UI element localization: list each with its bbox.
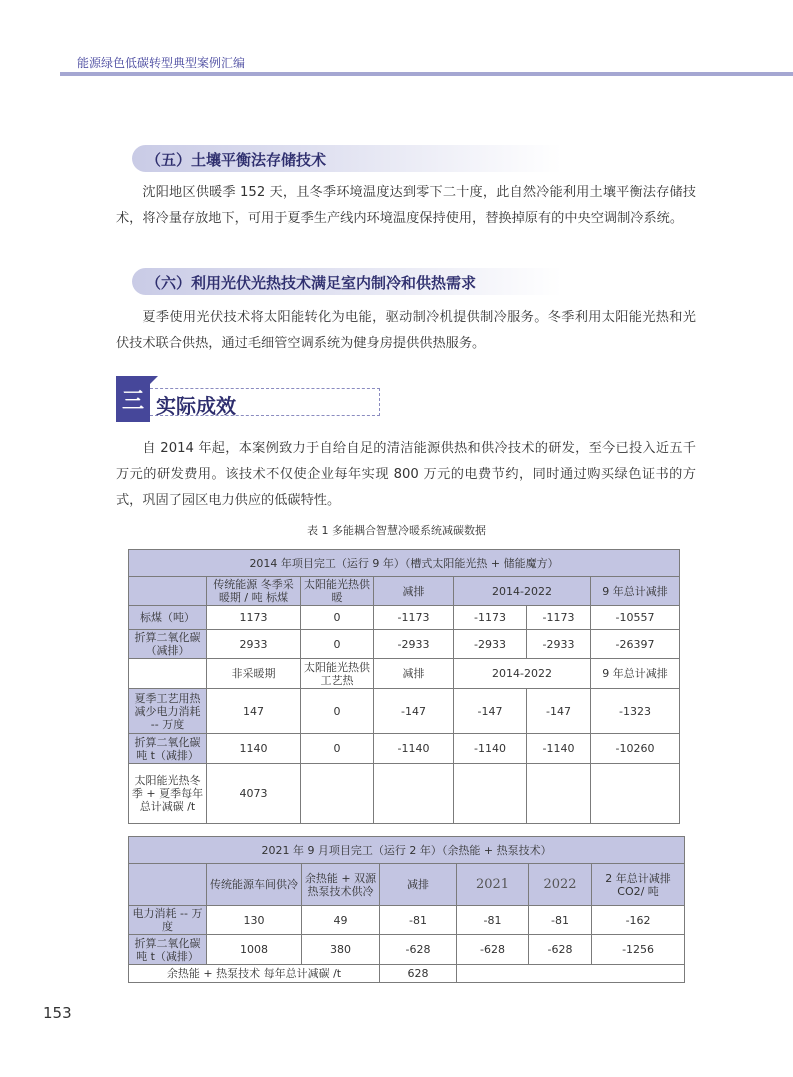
paragraph-6-text: 夏季使用光伏技术将太阳能转化为电能，驱动制冷机提供制冷服务。冬季利用太阳能光热和光伏技术联合供热，通过毛细管空调系统为健身房提供供热服务。: [116, 310, 696, 351]
table-header-cell: 减排: [380, 864, 457, 906]
row-label: 余热能 + 热泵技术 每年总计减碳 /t: [129, 965, 380, 983]
header-rule: [60, 72, 793, 76]
table-cell: 4073: [207, 764, 301, 824]
table-header-cell: 减排: [374, 577, 454, 606]
table-2014-title: 2014 年项目完工（运行 9 年）（槽式太阳能光热 + 储能魔方）: [129, 550, 680, 577]
table-cell: -147: [527, 689, 591, 734]
paragraph-results-text: 自 2014 年起，本案例致力于自给自足的清洁能源供热和供冷技术的研发，至今已投入近五千万元的研发费用。该技术不仅使企业每年实现 800 万元的电费节约，同时通过购买绿色证书的方式，巩固了园区电力供应的低碳特性。: [116, 441, 696, 508]
table-2021-title: 2021 年 9 月项目完工（运行 2 年）（余热能 + 热泵技术）: [129, 837, 685, 864]
table-header-cell: 传统能源 冬季采暖期 / 吨 标煤: [207, 577, 301, 606]
row-label: 折算二氧化碳吨 t（减排）: [129, 734, 207, 764]
table-cell: 130: [207, 906, 302, 935]
table-row: [129, 965, 685, 983]
table-cell: [454, 764, 527, 824]
table-row: [129, 630, 680, 659]
table-cell: -1256: [592, 935, 685, 965]
section-title: 实际成效: [156, 394, 236, 418]
table-cell: [374, 764, 454, 824]
table-cell: -81: [529, 906, 592, 935]
table-cell: -81: [380, 906, 457, 935]
row-label: 太阳能光热冬季 + 夏季每年总计减碳 /t: [129, 764, 207, 824]
table-cell: -1140: [374, 734, 454, 764]
section-title-box: [150, 388, 380, 416]
subheading-6-text: （六）利用光伏光热技术满足室内制冷和供热需求: [146, 274, 477, 292]
table-cell: 0: [301, 734, 374, 764]
table-cell: -628: [529, 935, 592, 965]
table-cell: -26397: [591, 630, 680, 659]
table-cell: [129, 864, 207, 906]
row-label: 夏季工艺用热减少电力消耗 -- 万度: [129, 689, 207, 734]
subheading-6: [132, 268, 562, 295]
table-cell: 0: [301, 689, 374, 734]
table-row: [129, 689, 680, 734]
row-label: 标煤（吨）: [129, 606, 207, 630]
table-cell: 380: [302, 935, 380, 965]
table-header-cell: 太阳能光热供暖: [301, 577, 374, 606]
table-header-cell: 余热能 + 双源热泵技术供冷: [302, 864, 380, 906]
table-cell: 1140: [207, 734, 301, 764]
table-cell: -1140: [527, 734, 591, 764]
table-header-cell: 2014-2022: [454, 659, 591, 689]
table-cell: [129, 659, 207, 689]
table-header-cell: 9 年总计减排: [591, 577, 680, 606]
table-row: [129, 764, 680, 824]
page-number: 153: [43, 1004, 72, 1022]
table-row: [129, 734, 680, 764]
table-cell: -2933: [454, 630, 527, 659]
table-cell: 0: [301, 630, 374, 659]
section-number: 三: [121, 389, 144, 414]
table-row: [129, 906, 685, 935]
running-header: 能源绿色低碳转型典型案例汇编: [77, 56, 246, 70]
table-cell: 2933: [207, 630, 301, 659]
paragraph-6: [116, 305, 696, 357]
table-row: [129, 935, 685, 965]
table-cell: 147: [207, 689, 301, 734]
table-cell: [301, 764, 374, 824]
table-cell: -1323: [591, 689, 680, 734]
subheading-5: [132, 145, 562, 172]
table-cell: 49: [302, 906, 380, 935]
table-cell: -2933: [527, 630, 591, 659]
table-cell: -1140: [454, 734, 527, 764]
section-number-box: [116, 376, 150, 422]
table-header-cell: 2014-2022: [454, 577, 591, 606]
table-cell: -81: [457, 906, 529, 935]
table-cell: 1008: [207, 935, 302, 965]
table-cell: [457, 965, 685, 983]
table-header-cell: 2021: [457, 864, 529, 906]
table-caption: 表 1 多能耦合智慧冷暖系统减碳数据: [307, 524, 486, 537]
table-cell: -10260: [591, 734, 680, 764]
table-header-cell: 2 年总计减排 CO2/ 吨: [592, 864, 685, 906]
table-header-cell: 非采暖期: [207, 659, 301, 689]
table-2014: [128, 549, 680, 824]
table-cell: [129, 577, 207, 606]
table-cell: -1173: [527, 606, 591, 630]
table-cell: 628: [380, 965, 457, 983]
table-cell: -162: [592, 906, 685, 935]
row-label: 折算二氧化碳吨 t（减排）: [129, 935, 207, 965]
row-label: 折算二氧化碳（减排）: [129, 630, 207, 659]
subheading-5-text: （五）土壤平衡法存储技术: [146, 151, 327, 169]
table-cell: -147: [454, 689, 527, 734]
table-header-cell: 太阳能光热供工艺热: [301, 659, 374, 689]
table-cell: -2933: [374, 630, 454, 659]
table-cell: 0: [301, 606, 374, 630]
table-cell: [527, 764, 591, 824]
paragraph-5-text: 沈阳地区供暖季 152 天，且冬季环境温度达到零下二十度，此自然冷能利用土壤平衡法存储技术，将冷量存放地下，可用于夏季生产线内环境温度保持使用，替换掉原有的中央空调制冷系统。: [116, 185, 696, 226]
row-label: 电力消耗 -- 万度: [129, 906, 207, 935]
table-cell: -628: [380, 935, 457, 965]
paragraph-5: [116, 180, 696, 232]
section-notch: [150, 376, 158, 384]
table-header-cell: 2022: [529, 864, 592, 906]
table-cell: -1173: [374, 606, 454, 630]
table-header-cell: 9 年总计减排: [591, 659, 680, 689]
table-2021: [128, 836, 685, 983]
table-cell: -10557: [591, 606, 680, 630]
table-header-cell: 传统能源车间供冷: [207, 864, 302, 906]
paragraph-results: [116, 436, 696, 514]
table-cell: -1173: [454, 606, 527, 630]
table-cell: -147: [374, 689, 454, 734]
table-header-cell: 减排: [374, 659, 454, 689]
table-cell: -628: [457, 935, 529, 965]
table-cell: [591, 764, 680, 824]
table-row: [129, 606, 680, 630]
table-cell: 1173: [207, 606, 301, 630]
